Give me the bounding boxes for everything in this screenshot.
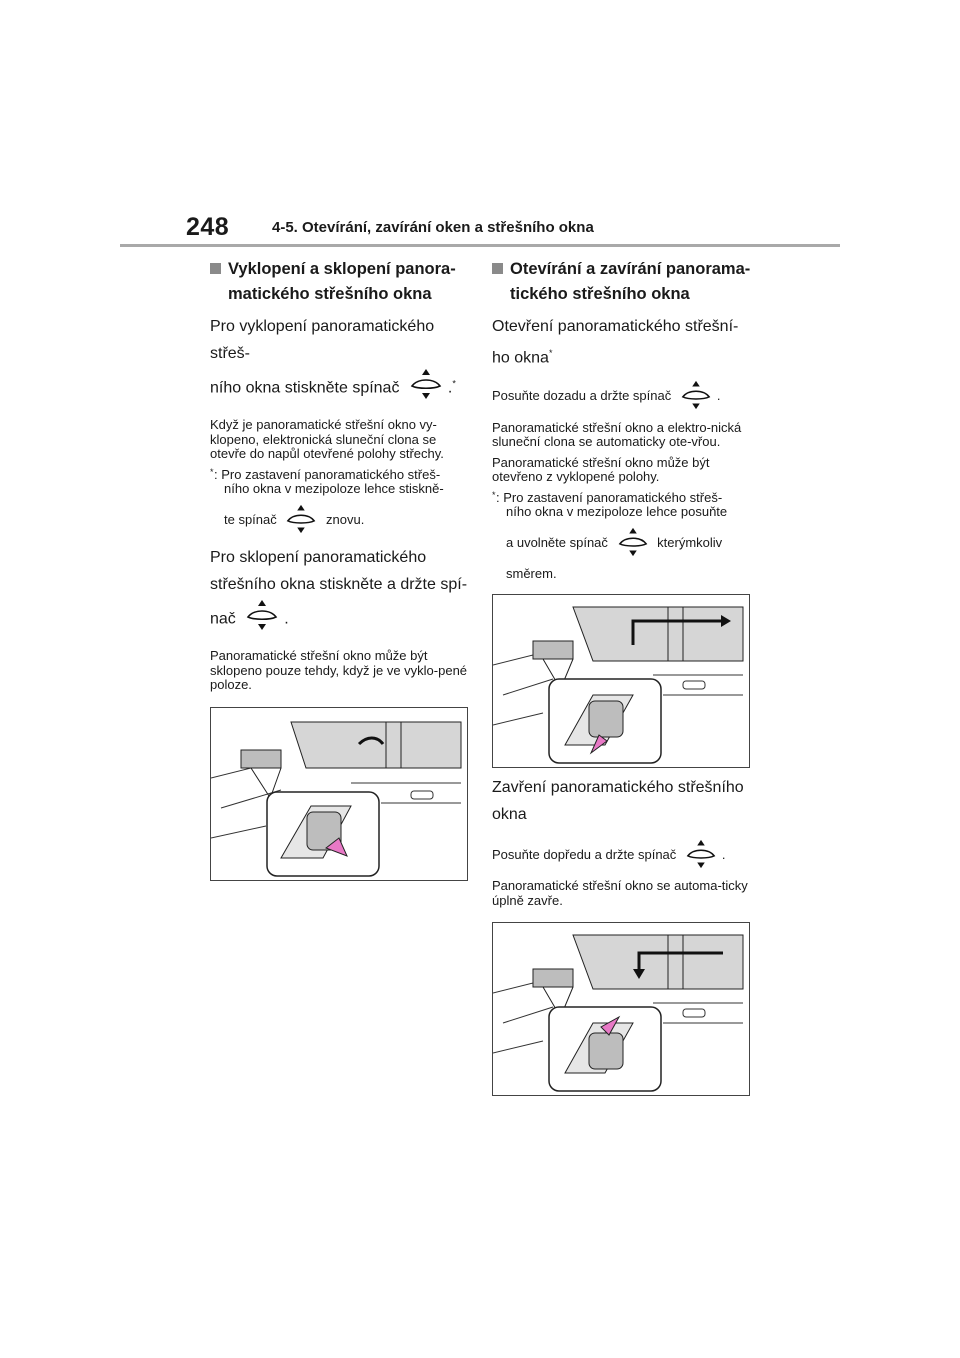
- text-span: .: [716, 388, 721, 404]
- text-line: Pro sklopení panoramatického: [210, 549, 427, 566]
- sunroof-switch-icon: [244, 598, 280, 641]
- text-line: Pro vyklopení panoramatického střeš-: [210, 318, 435, 362]
- tilt-info: Když je panoramatické střešní okno vy-klopeno, elektronická sluneční clona se otevře do napůl otevřené polohy střechy.: [210, 417, 444, 461]
- open-from-tilt-info: Panoramatické střešní okno může být otevřeno z vyklopené polohy.: [492, 454, 710, 485]
- text-line: ního okna v mezipoloze lehce posuňte: [506, 504, 728, 520]
- bullet-square-icon: [210, 263, 221, 274]
- text-line: okna: [492, 805, 527, 823]
- sunroof-switch-icon: [616, 526, 650, 562]
- text-line: směrem.: [506, 566, 557, 582]
- text-span: ho okna: [492, 349, 549, 367]
- tilt-footnote: [210, 468, 472, 539]
- sunroof-switch-icon: [679, 379, 713, 415]
- text-span: .: [721, 847, 726, 863]
- text-line: [492, 340, 757, 371]
- close-tilt-info: Panoramatické střešní okno může být sklopeno pouze tehdy, když je ve vyklo-pené poloze.: [210, 648, 468, 692]
- footnote-mark: *: [452, 378, 456, 389]
- sunroof-switch-icon: [284, 503, 318, 539]
- section-heading-tilt: [210, 257, 472, 307]
- text-line: : Pro zastavení panoramatického střeš-: [496, 489, 723, 505]
- text-span: Posuňte dozadu a držte spínač: [492, 388, 672, 404]
- footnote-mark: *: [548, 348, 553, 358]
- footnote-mark: *: [492, 489, 496, 500]
- text-span: kterýmkoliv: [657, 535, 723, 551]
- tilt-instruction: [210, 313, 472, 410]
- text-span: znovu.: [326, 511, 365, 527]
- open-footnote: [492, 491, 757, 582]
- bullet-square-icon: [492, 263, 503, 274]
- heading-line: Otevírání a zavírání panorama-: [510, 260, 751, 278]
- open-instruction: [492, 379, 757, 415]
- right-column: [492, 257, 757, 1096]
- close-info: Panoramatické střešní okno se automa-ticky úplně zavře.: [492, 878, 748, 908]
- open-info: Panoramatické střešní okno a elektro-nická sluneční clona se automaticky ote-vřou.: [492, 419, 742, 450]
- text-span: ního okna stiskněte spínač: [210, 379, 400, 397]
- close-tilt-instruction: [210, 544, 472, 641]
- text-line: [224, 503, 472, 539]
- text-line: [210, 598, 472, 641]
- sunroof-switch-icon: [684, 838, 718, 874]
- text-line: ního okna v mezipoloze lehce stiskně-: [224, 481, 444, 496]
- text-line: [210, 367, 472, 410]
- header-rule: [120, 244, 840, 247]
- text-line: střešního okna stiskněte a držte spí-: [210, 576, 468, 593]
- left-column: [210, 257, 472, 881]
- heading-line: Vyklopení a sklopení panora-: [228, 260, 456, 278]
- text-span: .: [447, 379, 453, 397]
- text-line: : Pro zastavení panoramatického střeš-: [214, 466, 441, 482]
- text-line: Zavření panoramatického střešního: [492, 778, 744, 796]
- open-subheading: [492, 313, 757, 371]
- text-span: te spínač: [224, 511, 277, 527]
- illustration-tilt-switch: [210, 707, 468, 881]
- text-span: .: [284, 610, 289, 628]
- page-number: 248: [186, 213, 230, 241]
- text-line: [506, 526, 757, 562]
- close-instruction: [492, 838, 757, 874]
- section-heading-open-close: [492, 257, 757, 307]
- footnote-mark: *: [210, 466, 214, 477]
- illustration-close-switch: [492, 922, 750, 1096]
- sunroof-switch-icon: [408, 367, 444, 410]
- illustration-open-switch: [492, 594, 750, 768]
- heading-line: matického střešního okna: [228, 285, 432, 303]
- text-span: nač: [210, 610, 236, 628]
- text-span: Posuňte dopředu a držte spínač: [492, 847, 677, 863]
- heading-line: tického střešního okna: [510, 285, 690, 303]
- text-span: a uvolněte spínač: [506, 535, 608, 551]
- close-subheading: [492, 774, 757, 828]
- chapter-title: 4-5. Otevírání, zavírání oken a střešního okna: [272, 219, 594, 236]
- text-line: Otevření panoramatického střešní-: [492, 318, 739, 335]
